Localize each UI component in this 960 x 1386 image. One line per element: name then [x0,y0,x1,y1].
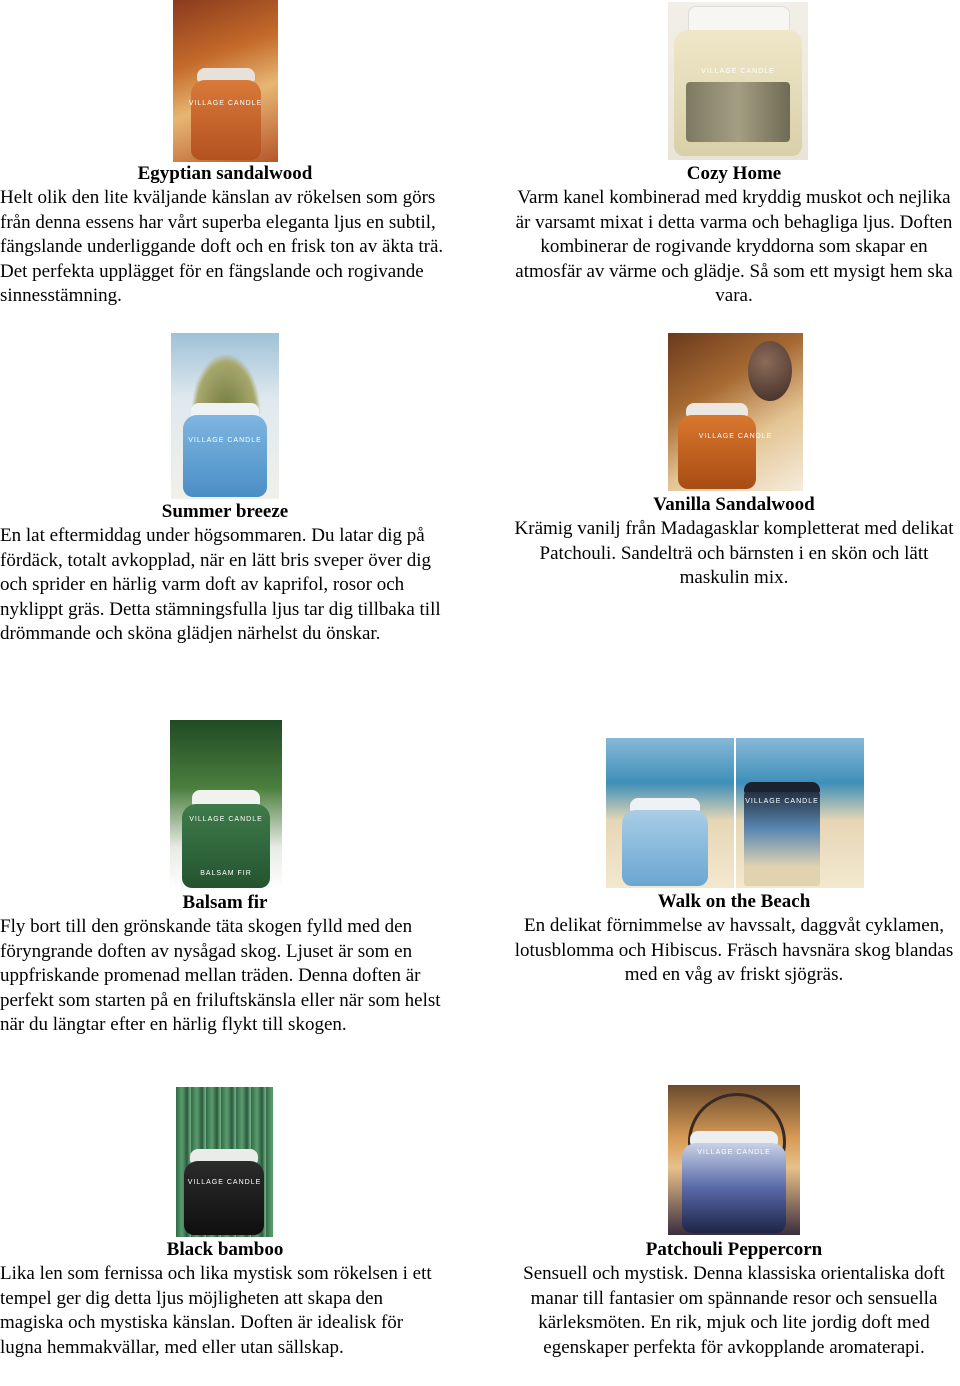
candle-jar-image: VILLAGE CANDLE [176,1087,273,1237]
product-title: Vanilla Sandalwood [653,494,815,515]
product-description: En delikat förnimmelse av havssalt, daggvåt cyklamen, lotusblomma och Hibiscus. Fräsch havsnära skog blandas med en våg av friskt sjögräs. [514,915,954,985]
candle-jar-image: VILLAGE CANDLE [668,1085,800,1235]
product-title: Patchouli Peppercorn [645,1239,823,1260]
product-description: Helt olik den lite kväljande känslan av rökelsen som görs från denna essens har vårt superba eleganta ljus en subtil, fängslande underliggande doft och en frisk ton av äkta trä. Det perfekta upplägget för en fängslande och rogivande sinnesstämning. [0,187,444,306]
product-title: Summer breeze [161,501,289,522]
product-description: En lat eftermiddag under högsommaren. Du latar dig på fördäck, totalt avkopplad, när en lätt bris sveper över dig och sprider en härlig varm doft av kaprifol, rosor och nyklippt gräs. Detta stämningsfulla ljus tar dig tillbaka till drömmande och sköna glädjen närhelst du önskar. [0,525,441,644]
product-description: Sensuell och mystisk. Denna klassiska orientaliska doft manar till fantasier om spännande resor och sensuella kärleksmöten. En rik, mjuk och lite jordig doft med egenskaper perfekta för avkopplande aromaterapi. [523,1263,945,1358]
candle-jar-image [606,738,734,888]
product-balsam-fir [0,891,450,1038]
product-summer-breeze [0,500,450,647]
product-description: Krämig vanilj från Madagasklar kompletterat med delikat Patchouli. Sandelträ och bärnsten i en skön och lätt maskulin mix. [514,518,954,588]
product-patchouli-peppercorn [508,1238,960,1360]
candle-jar-image: VILLAGE CANDLE BALSAM FIR [170,720,282,890]
candle-jar-image: VILLAGE CANDLE [171,333,279,499]
product-title: Egyptian sandalwood [137,163,313,184]
candle-jar-image: VILLAGE CANDLE [668,333,803,491]
product-egyptian-sandalwood [0,162,450,309]
product-description: Lika len som fernissa och lika mystisk som rökelsen i ett tempel ger dig detta ljus möjligheten att skapa den magiska och mystiska känslan. Doften är idealisk för lugna hemmakvällar, med eller utan sällskap. [0,1263,432,1358]
product-title: Balsam fir [182,892,268,913]
product-title: Cozy Home [686,163,782,184]
candle-jar-image: VILLAGE CANDLE [668,2,808,160]
product-title: Walk on the Beach [657,891,811,912]
candle-jar-image: VILLAGE CANDLE [736,738,864,888]
product-title: Black bamboo [166,1239,284,1260]
candle-jar-image: VILLAGE CANDLE [173,0,278,162]
product-black-bamboo [0,1238,450,1360]
product-cozy-home [508,162,960,309]
product-vanilla-sandalwood [508,493,960,591]
product-description: Fly bort till den grönskande täta skogen fylld med den föryngrande doften av nysågad skog. Ljuset är som en uppfriskande promenad mellan träden. Denna doften är perfekt som starten på en friluftskänsla eller när som helst när du längtar efter en härlig flykt till skogen. [0,916,441,1035]
product-walk-on-the-beach [508,890,960,988]
product-description: Varm kanel kombinerad med kryddig muskot och nejlika är varsamt mixat i detta varma och behagliga ljus. Doften kombinerar de rogivande kryddorna som skapar en atmosfär av värme och glädje. Så som ett mysigt hem ska vara. [515,187,953,306]
